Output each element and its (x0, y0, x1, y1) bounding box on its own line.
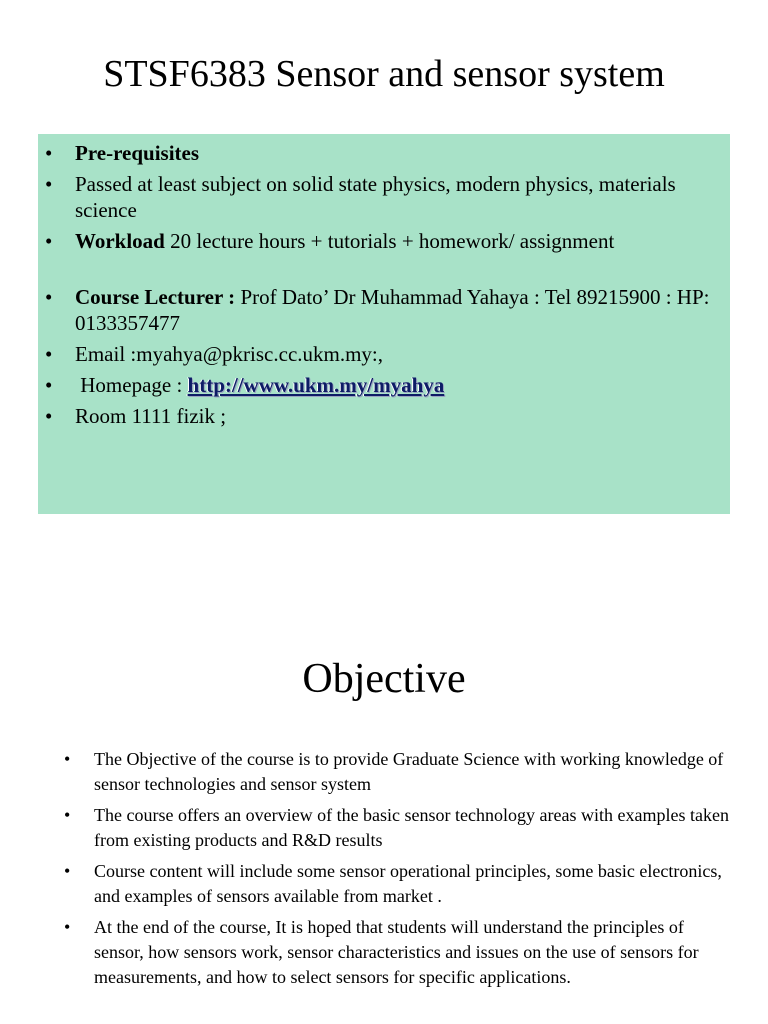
objective-heading: Objective (302, 656, 466, 702)
objective-item: • The course offers an overview of the basic sensor technology areas with examples taken from existing products and R&D results (0, 803, 768, 853)
course-info-box (38, 134, 730, 514)
workload-item (38, 228, 730, 254)
email-item: • Email :myahya@pkrisc.cc.ukm.my:, (38, 341, 730, 367)
slide-title: STSF6383 Sensor and sensor system (103, 53, 665, 95)
prerequisites-heading (38, 140, 730, 166)
objective-item: • Course content will include some sensor operational principles, some basic electronics, and examples of sensors available from market . (0, 859, 768, 909)
homepage-item (38, 372, 730, 398)
homepage-label: Homepage : (75, 373, 188, 397)
workload-label: Workload (75, 229, 165, 253)
objective-item: • The Objective of the course is to provide Graduate Science with working knowledge of sensor technologies and sensor system (0, 747, 768, 797)
objective-item: • At the end of the course, It is hoped that students will understand the principles of sensor, how sensors work, sensor characteristics and issues on the use of sensors for measurements, and how to select sensors for specific applications. (0, 915, 768, 990)
lecturer-label: Course Lecturer : (75, 285, 236, 309)
prerequisites-item: • Passed at least subject on solid state physics, modern physics, materials science (38, 171, 730, 223)
course-info-list (38, 140, 730, 429)
homepage-link[interactable]: http://www.ukm.my/myahya (187, 373, 445, 397)
prerequisites-label: Pre-requisites (75, 141, 200, 165)
objective-list (0, 747, 768, 996)
room-item: • Room 1111 fizik ; (38, 403, 730, 429)
lecturer-text: Prof Dato’ Dr Muhammad Yahaya : Tel 89215900 : HP: 0133357477 (75, 285, 710, 335)
lecturer-item (38, 284, 730, 336)
workload-text: 20 lecture hours + tutorials + homework/ assignment (164, 229, 615, 253)
